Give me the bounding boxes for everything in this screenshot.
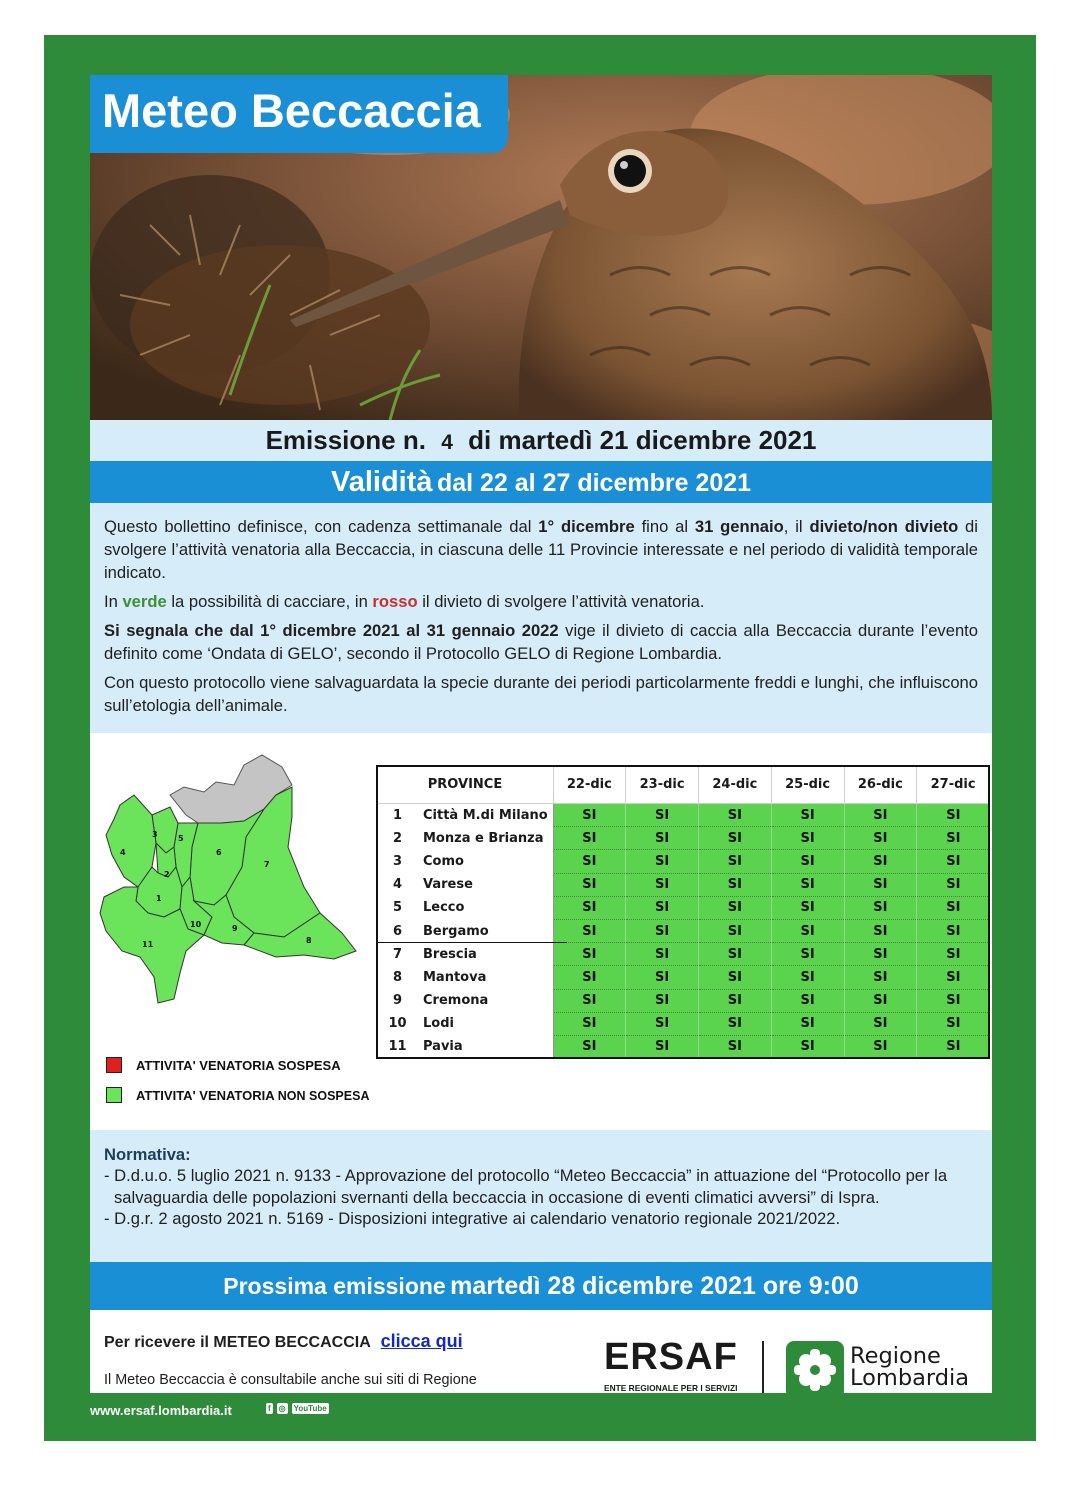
- status-cell: SI: [771, 966, 844, 989]
- validity-range: dal 22 al 27 dicembre 2021: [436, 469, 752, 497]
- status-cell: SI: [699, 966, 772, 989]
- province-number: 3: [377, 850, 417, 873]
- legend-red-swatch: [106, 1057, 122, 1073]
- province-number: 11: [377, 1035, 417, 1058]
- status-cell: SI: [699, 827, 772, 850]
- ersaf-wordmark: ERSAF: [604, 1336, 738, 1378]
- province-name: Varese: [417, 873, 553, 896]
- status-cell: SI: [626, 943, 699, 966]
- status-cell: SI: [917, 827, 990, 850]
- map-label-1: 1: [156, 894, 162, 903]
- intro-paragraph-2: In verde la possibilità di cacciare, in rosso il divieto di svolgere l’attività venatoria.: [104, 592, 705, 611]
- page-frame: [44, 35, 1036, 1441]
- map-label-3: 3: [152, 830, 158, 839]
- ersaf-logo: [604, 1337, 757, 1393]
- status-cell: SI: [917, 804, 990, 827]
- status-cell: SI: [844, 966, 917, 989]
- status-cell: SI: [917, 989, 990, 1012]
- status-cell: SI: [699, 896, 772, 919]
- table-row: [377, 966, 990, 989]
- legend-suspended: [106, 1057, 341, 1073]
- map-label-10: 10: [190, 920, 202, 929]
- status-cell: SI: [771, 850, 844, 873]
- next-emission-label: Prossima emissione: [223, 1273, 446, 1299]
- lombardy-map: [94, 737, 376, 1007]
- map-label-9: 9: [232, 924, 238, 933]
- intro-section: [90, 503, 992, 733]
- website-link[interactable]: www.ersaf.lombardia.it: [90, 1403, 232, 1418]
- status-cell: SI: [553, 850, 626, 873]
- province-number: 1: [377, 804, 417, 827]
- facebook-icon[interactable]: f: [268, 1404, 271, 1413]
- hero-photo: [90, 75, 992, 420]
- regione-lombardia-icon: [786, 1341, 844, 1393]
- status-cell: SI: [553, 896, 626, 919]
- status-cell: SI: [844, 827, 917, 850]
- table-row: [377, 1035, 990, 1058]
- normativa-section: [90, 1130, 992, 1262]
- province-number: 4: [377, 873, 417, 896]
- intro-bold-run: divieto/non divieto: [809, 517, 959, 536]
- status-cell: SI: [626, 850, 699, 873]
- status-cell: SI: [699, 804, 772, 827]
- legend-not-suspended: [106, 1087, 369, 1103]
- status-cell: SI: [917, 1012, 990, 1035]
- table-row: [377, 850, 990, 873]
- normativa-item-2: - D.g.r. 2 agosto 2021 n. 5169 - Disposizioni integrative ai calendario venatorio regionale 2021/2022.: [104, 1209, 841, 1228]
- status-cell: SI: [917, 966, 990, 989]
- validity-label: Validità: [330, 466, 433, 498]
- status-cell: SI: [771, 827, 844, 850]
- status-cell: SI: [553, 827, 626, 850]
- status-cell: SI: [844, 1012, 917, 1035]
- header-24-dic: 24-dic: [699, 766, 772, 804]
- province-number: 8: [377, 966, 417, 989]
- province-name: Brescia: [417, 943, 553, 966]
- province-number: 9: [377, 989, 417, 1012]
- province-name: Mantova: [417, 966, 553, 989]
- header-23-dic: 23-dic: [626, 766, 699, 804]
- status-cell: SI: [626, 804, 699, 827]
- status-cell: SI: [626, 827, 699, 850]
- intro-paragraph-1: [104, 515, 978, 584]
- map-label-2: 2: [164, 870, 170, 879]
- table-row: [377, 1012, 990, 1035]
- subscribe-link[interactable]: clicca qui: [380, 1331, 463, 1351]
- validity-band: [90, 461, 992, 503]
- province-name: Cremona: [417, 989, 553, 1012]
- status-cell: SI: [553, 804, 626, 827]
- province-name: Pavia: [417, 1035, 553, 1058]
- table-row: [377, 804, 990, 827]
- status-cell: SI: [771, 873, 844, 896]
- status-cell: SI: [626, 873, 699, 896]
- header-27-dic: 27-dic: [917, 766, 990, 804]
- status-cell: SI: [771, 1035, 844, 1058]
- header-26-dic: 26-dic: [844, 766, 917, 804]
- status-cell: SI: [917, 1035, 990, 1058]
- status-cell: SI: [626, 896, 699, 919]
- intro-text-run: , il: [783, 517, 810, 536]
- map-label-8: 8: [306, 936, 312, 945]
- normativa-item-1: - D.d.u.o. 5 luglio 2021 n. 9133 - Approvazione del protocollo “Meteo Beccaccia” in attuazione del “Protocollo per la salvaguardia delle popolazioni svernanti della beccaccia in occasione di eventi climatici avversi” di Ispra.: [104, 1166, 948, 1207]
- status-cell: SI: [771, 989, 844, 1012]
- status-cell: SI: [553, 919, 626, 942]
- province-number: 10: [377, 1012, 417, 1035]
- subscribe-line: [104, 1331, 463, 1352]
- status-cell: SI: [771, 943, 844, 966]
- emission-band: [90, 420, 992, 461]
- status-cell: SI: [553, 943, 626, 966]
- status-cell: SI: [553, 989, 626, 1012]
- status-cell: SI: [771, 896, 844, 919]
- status-cell: SI: [699, 1012, 772, 1035]
- next-emission-band: [90, 1262, 992, 1310]
- social-icons: [266, 1403, 329, 1414]
- table-row: [377, 873, 990, 896]
- status-cell: SI: [917, 873, 990, 896]
- header-province: PROVINCE: [377, 766, 553, 804]
- youtube-icon[interactable]: YouTube: [293, 1404, 327, 1413]
- province-name: Lecco: [417, 896, 553, 919]
- legend-suspended-label: ATTIVITA' VENATORIA SOSPESA: [136, 1057, 341, 1073]
- map-label-5: 5: [178, 834, 184, 843]
- regione-lombardia-name: Regione Lombardia: [850, 1343, 970, 1391]
- status-cell: SI: [771, 1012, 844, 1035]
- province-name: Lodi: [417, 1012, 553, 1035]
- status-cell: SI: [699, 1035, 772, 1058]
- province-number: 7: [377, 943, 417, 966]
- status-cell: SI: [626, 966, 699, 989]
- status-cell: SI: [553, 873, 626, 896]
- emission-date: di martedì 21 dicembre 2021: [468, 425, 817, 455]
- status-cell: SI: [553, 1035, 626, 1058]
- status-cell: SI: [917, 919, 990, 942]
- province-table: [376, 765, 990, 1059]
- status-cell: SI: [844, 850, 917, 873]
- table-row: [377, 827, 990, 850]
- subscribe-label: Per ricevere il METEO BECCACCIA: [104, 1334, 371, 1351]
- province-number: 5: [377, 896, 417, 919]
- green-word: verde: [122, 592, 167, 611]
- map-label-6: 6: [216, 848, 222, 857]
- status-cell: SI: [699, 873, 772, 896]
- header-25-dic: 25-dic: [771, 766, 844, 804]
- instagram-icon[interactable]: ◎: [278, 1404, 286, 1413]
- status-cell: SI: [771, 804, 844, 827]
- status-cell: SI: [771, 919, 844, 942]
- status-cell: SI: [626, 1035, 699, 1058]
- page-title: Meteo Beccaccia: [102, 84, 481, 137]
- red-word: rosso: [372, 592, 418, 611]
- province-name: Como: [417, 850, 553, 873]
- intro-paragraph-4: Con questo protocollo viene salvaguardata la specie durante dei periodi particolarmente freddi e lunghi, che influiscono sull’etologia dell’animale.: [104, 673, 978, 715]
- intro-text-run: Questo bollettino definisce, con cadenza settimanale dal: [104, 517, 539, 536]
- status-cell: SI: [917, 896, 990, 919]
- map-label-4: 4: [120, 848, 126, 857]
- bulletin: [90, 75, 992, 1393]
- status-cell: SI: [699, 850, 772, 873]
- table-group-separator: [378, 942, 567, 943]
- legend-not-suspended-label: ATTIVITA' VENATORIA NON SOSPESA: [136, 1087, 370, 1103]
- header-22-dic: 22-dic: [553, 766, 626, 804]
- normativa-title: Normativa:: [104, 1145, 191, 1164]
- intro-bold-run: 31 gennaio: [694, 517, 784, 536]
- status-cell: SI: [844, 943, 917, 966]
- map-label-11: 11: [142, 940, 154, 949]
- province-name: Monza e Brianza: [417, 827, 553, 850]
- status-cell: SI: [917, 943, 990, 966]
- ersaf-subtitle-1: ENTE REGIONALE PER I SERVIZI: [604, 1383, 738, 1393]
- status-cell: SI: [844, 896, 917, 919]
- intro-paragraph-3: Si segnala che dal 1° dicembre 2021 al 31 gennaio 2022 vige il divieto di caccia alla Beccaccia durante l’evento definito come ‘Ondata di GELO’, secondo il Protocollo GELO di Regione Lombardia.: [104, 621, 979, 663]
- table-header-row: [377, 766, 990, 804]
- status-cell: SI: [626, 919, 699, 942]
- province-number: 2: [377, 827, 417, 850]
- intro-text-run: fino al: [634, 517, 695, 536]
- logo-divider: [762, 1341, 764, 1393]
- status-cell: SI: [553, 966, 626, 989]
- province-number: 6: [377, 919, 417, 942]
- legend-green-swatch: [106, 1087, 122, 1103]
- province-name: Bergamo: [417, 919, 553, 942]
- table-row: [377, 989, 990, 1012]
- intro-text-run: di svolgere l’attività venatoria alla Beccaccia, in ciascuna delle 11 Provincie interessate e nel periodo di validità temporale indicato.: [104, 517, 978, 582]
- status-cell: SI: [553, 1012, 626, 1035]
- table-row: [377, 919, 990, 942]
- status-cell: SI: [844, 804, 917, 827]
- emission-label: Emissione n.: [265, 425, 426, 455]
- province-name: Città M.di Milano: [417, 804, 553, 827]
- table-row: [377, 943, 990, 966]
- map-label-7: 7: [264, 860, 270, 869]
- also-available-text: Il Meteo Beccaccia è consultabile anche sui siti di Regione: [104, 1372, 477, 1388]
- title-banner: [90, 75, 508, 153]
- status-cell: SI: [844, 989, 917, 1012]
- status-cell: SI: [699, 943, 772, 966]
- next-emission-date: martedì 28 dicembre 2021 ore 9:00: [450, 1272, 859, 1300]
- status-cell: SI: [844, 1035, 917, 1058]
- table-row: [377, 896, 990, 919]
- status-cell: SI: [626, 989, 699, 1012]
- status-cell: SI: [917, 850, 990, 873]
- status-cell: SI: [844, 873, 917, 896]
- status-cell: SI: [626, 1012, 699, 1035]
- status-cell: SI: [844, 919, 917, 942]
- emission-number: 4: [441, 431, 453, 454]
- intro-bold-run: 1° dicembre: [538, 517, 635, 536]
- status-cell: SI: [699, 919, 772, 942]
- status-cell: SI: [699, 989, 772, 1012]
